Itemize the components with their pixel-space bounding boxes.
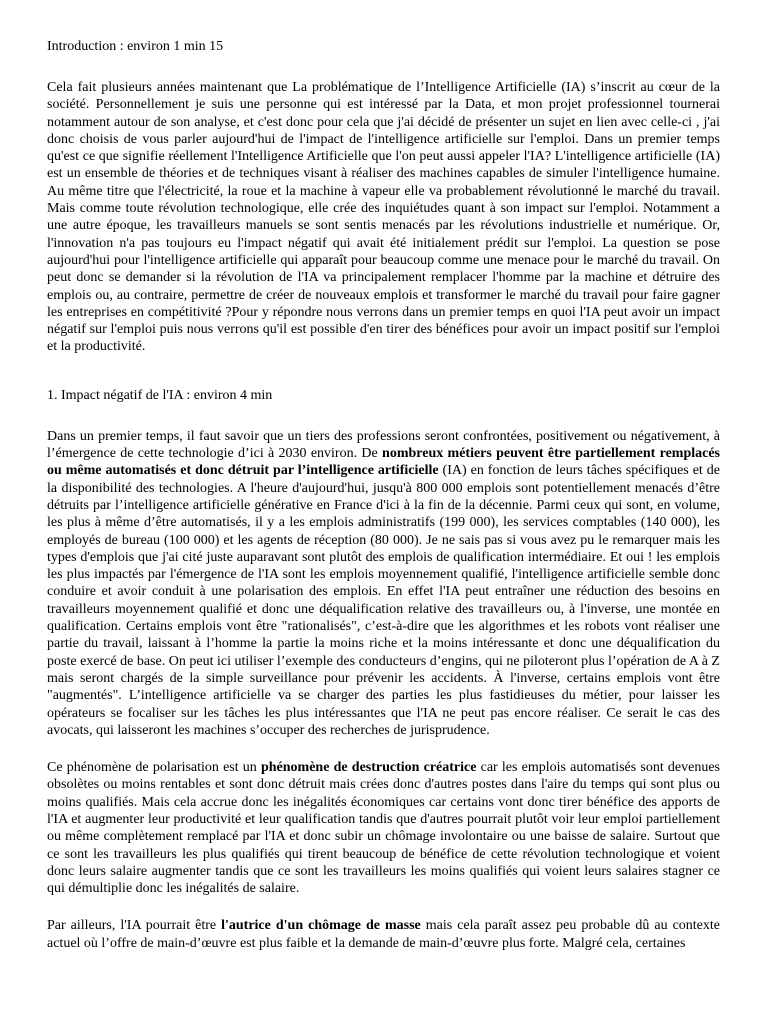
document-page <box>47 38 720 952</box>
paragraph-text: mais cela paraît assez peu probable dû au contexte actuel où l’offre de main-d’œuvre est plus faible et la demande de main-d’œuvre plus forte. Malgré cela, certaines <box>47 918 720 951</box>
section-1-paragraph-1 <box>47 428 720 739</box>
paragraph-text: car les emplois automatisés sont devenues obsolètes ou moins rentables et sont donc détruit mais crées donc d'autres postes dans l'aire du temps qui sont plus ou moins qualifiés. Mais cela accrue donc les inégalités économiques car certains vont donc tirer bénéfice des apports de l'IA et augmenter leur productivité et leur qualification tandis que d'autres pourrait plutôt voir leur emploi partiellement ou même complètement remplacé par l'IA et donc subir un chômage involontaire ou une baisse de salaire. Surtout que ce sont les travailleurs les plus qualifiés qui tirent beaucoup de bénéfice de cette révolution technologique et voient donc leurs salaire augmenter tandis que ce sont les travailleurs les moins qualifiés qui voient leurs salaires stagner ce qui démultiplie donc les inégalités de salaire. <box>47 760 720 897</box>
intro-paragraph: Cela fait plusieurs années maintenant que La problématique de l’Intelligence Artificielle (IA) s’inscrit au cœur de la société. Personnellement je suis une personne qui est intéressé par la Data, et mon projet professionnel tournerai notamment autour de son analyse, et c'est donc pour cela que j'ai décidé de présenter un sujet en lien avec celle-ci , j'ai donc choisis de vous parler aujourd'hui de l'impact de l'intelligence artificielle sur l'emploi. Dans un premier temps qu'est ce que signifie réellement l'Intelligence Artificielle que l'on peut aussi appeler l'IA? L'intelligence artificielle (IA) est un ensemble de théories et de techniques visant à réaliser des machines capables de simuler l'intelligence humaine. Au même titre que l'électricité, la roue et la machine à vapeur elle va probablement révolutionné le marché du travail. Mais comme toute révolution technologique, elle crée des inquiétudes quant à son impact sur l'emploi. Notamment a une autre époque, les travailleurs manuels se sont sentis menacés par les révolutions industrielle et numérique. Or, l'innovation n'a pas toujours eu l'impact négatif qui avait été initialement prédit sur l'emploi. La question se pose aujourd'hui pour l'intelligence artificielle qui apparaît pour beaucoup comme une menace pour le marché du travail. On peut donc se demander si la révolution de l'IA va principalement remplacer l'homme par la machine et détruire des emplois ou, au contraire, permettre de créer de nouveaux emplois et transformer le marché du travail pour faire gagner les entreprises en compétitivité ?Pour y répondre nous verrons dans un premier temps en quoi l'IA peut avoir un impact négatif sur l'emploi puis nous verrons qu'il est possible d'en tirer des bénéfices pour avoir un impact positif sur l'emploi et la productivité. <box>47 80 720 355</box>
emphasis-text: phénomène de destruction créatrice <box>260 760 477 776</box>
section-1-heading: 1. Impact négatif de l'IA : environ 4 min <box>47 387 273 403</box>
intro-heading: Introduction : environ 1 min 15 <box>47 39 224 54</box>
section-1-paragraph-3 <box>47 917 720 952</box>
paragraph-text: (IA) en fonction de leurs tâches spécifiques et de la disponibilité des technologies. A l'heure d'aujourd'hui, jusqu'à 800 000 emplois sont potentiellement menacés d’être détruits par l’intelligence artificielle générative en France d'ici à la fin de la décennie. Parmi ceux qui sont, en volume, les plus à même d’être automatisés, il y a les emplois administratifs (199 000), les services comptables (140 000), les employés de bureau (100 000) et les agents de réception (80 000). Je ne sais pas si vous avez pu le remarquer mais les types d'emplois que j'ai cité juste auparavant sont plutôt des emplois de qualification intermédiaire. Et oui ! les emplois les plus impactés par l'émergence de l'IA sont les emplois moyennement qualifié, l'intelligence artificielle semble donc conduire et avoir conduit à une polarisation des emplois. En effet l'IA peut entraîner une réduction des besoins en travailleurs moyennement qualifié et donc une déqualification relative des travailleurs ou, à l'inverse, une montée en qualification. Certains emplois vont être "rationalisés", c’est-à-dire que les algorithmes et les robots vont réaliser une partie du travail, laissant à l’homme la partie la moins riche et la moins intéressante et donc une déqualification du poste exercé de base. On peut ici utiliser l’exemple des conducteurs d’engins, qui ne piloteront plus l’opération de A à Z mais seront chargés de la simple surveillance pour prévenir les accidents. À l'inverse, certains emplois vont être "augmentés". L’intelligence artificielle va se charger des parties les plus fastidieuses du métier, pour laisser les opérateurs se focaliser sur les tâches les plus intéressantes que l'IA ne peut pas encore réaliser. Ce serait le cas des avocats, qui laisseront les machines s’occuper des recherches de jurisprudence. <box>47 463 721 738</box>
section-1-paragraph-2 <box>47 759 720 897</box>
emphasis-text: nombreux métiers peuvent être partiellement remplacés ou même automatisés et donc détruit par l’intelligence artificielle <box>47 446 720 479</box>
paragraph-text: Par ailleurs, l'IA pourrait être <box>47 918 222 934</box>
paragraph-text: Dans un premier temps, il faut savoir que un tiers des professions seront confrontées, positivement ou négativement, à l’émergence de cette technologie d’ici à 2030 environ. De <box>47 428 720 462</box>
paragraph-text: Ce phénomène de polarisation est un <box>47 760 261 776</box>
emphasis-text: l'autrice d'un chômage de masse <box>221 918 421 934</box>
